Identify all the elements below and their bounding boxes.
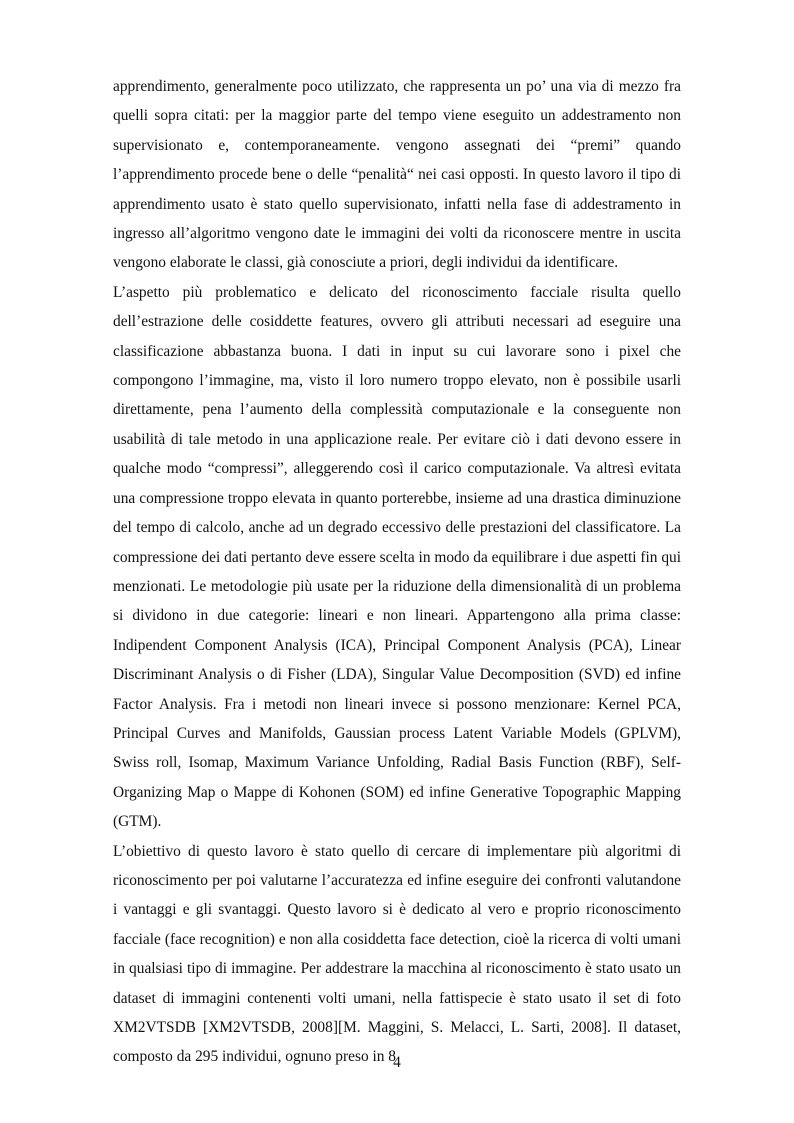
paragraph-learning-types: apprendimento, generalmente poco utilizzato, che rappresenta un po’ una via di mezzo fra quelli sopra citati: per la maggior parte del tempo viene eseguito un addestramento non supervisionato e, contemporaneamente. vengono assegnati dei “premi” quando l’apprendimento procede bene o delle “penalità“ nei casi opposti. In questo lavoro il tipo di apprendimento usato è stato quello supervisionato, infatti nella fase di addestramento in ingresso all’algoritmo vengono date le immagini dei volti da riconoscere mentre in uscita vengono elaborate le classi, già conosciute a priori, degli individui da identificare. bbox=[113, 78, 681, 272]
paragraph-feature-extraction: L’aspetto più problematico e delicato del riconoscimento facciale risulta quello dell’estrazione delle cosiddette features, ovvero gli attributi necessari ad eseguire una classificazione abbastanza buona. I dati in input su cui lavorare sono i pixel che compongono l’immagine, ma, visto il loro numero troppo elevato, non è possibile usarli direttamente, pena l’aumento della complessità computazionale e la conseguente non usabilità di tale metodo in una applicazione reale. Per evitare ciò i dati devono essere in qualche modo “compressi”, alleggerendo così il carico computazionale. Va altresì evitata una compressione troppo elevata in quanto porterebbe, insieme ad una drastica diminuzione del tempo di calcolo, anche ad un degrado eccessivo delle prestazioni del classificatore. La compressione dei dati pertanto deve essere scelta in modo da equilibrare i due aspetti fin qui menzionati. Le metodologie più usate per la riduzione della dimensionalità di un problema si dividono in due categorie: lineari e non lineari. Appartengono alla prima classe: Indipendent Component Analysis (ICA), Principal Component Analysis (PCA), Linear Discriminant Analysis o di Fisher (LDA), Singular Value Decomposition (SVD) ed infine Factor Analysis. Fra i metodi non lineari invece si possono menzionare: Kernel PCA, Principal Curves and Manifolds, Gaussian process Latent Variable Models (GPLVM), Swiss roll, Isomap, Maximum Variance Unfolding, Radial Basis Function (RBF), Self-Organizing Map o Mappe di Kohonen (SOM) ed infine Generative Topographic Mapping (GTM). bbox=[113, 283, 681, 831]
page-number: 4 bbox=[393, 1054, 401, 1071]
paragraph-work-objective: L’obiettivo di questo lavoro è stato quello di cercare di implementare più algoritmi di riconoscimento per poi valutarne l’accuratezza ed infine eseguire dei confronti valutandone i vantaggi e gli svantaggi. Questo lavoro si è dedicato al vero e proprio riconoscimento facciale (face recognition) e non alla cosiddetta face detection, cioè la ricerca di volti umani in qualsiasi tipo di immagine. Per addestrare la macchina al riconoscimento è stato usato un dataset di immagini contenenti volti umani, nella fattispecie è stato usato il set di foto XM2VTSDB [XM2VTSDB, 2008][M. Maggini, S. Melacci, L. Sarti, 2008]. Il dataset, composto da 295 individui, ognuno preso in 8 bbox=[113, 842, 681, 1066]
body-text bbox=[113, 72, 681, 1072]
